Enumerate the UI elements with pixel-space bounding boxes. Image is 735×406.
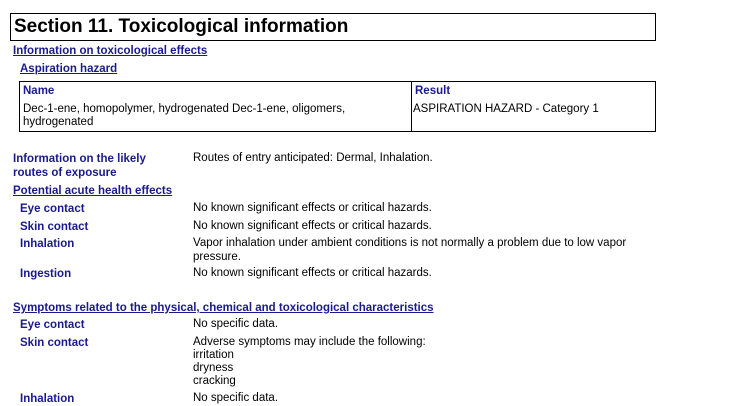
acute-eye-value: No known significant effects or critical hazards.: [193, 202, 432, 214]
acute-heading: Potential acute health effects: [13, 185, 173, 197]
acute-inhalation-value: Vapor inhalation under ambient conditions is not normally a problem due to low vapor pressure.: [193, 237, 627, 263]
aspiration-table: [19, 81, 656, 132]
symptoms-inhalation-label: Inhalation: [20, 393, 75, 405]
routes-label: Information on the likely routes of exposure: [13, 153, 146, 179]
symptom-item: dryness: [193, 362, 234, 374]
symptoms-skin-value: Adverse symptoms may include the following:: [193, 336, 426, 348]
acute-skin-label: Skin contact: [20, 221, 89, 233]
acute-eye-label: Eye contact: [20, 203, 85, 215]
row-name-cell: Dec-1-ene, homopolymer, hydrogenated Dec-1-ene, oligomers, hydrogenated: [23, 103, 346, 128]
acute-skin-value: No known significant effects or critical hazards.: [193, 220, 432, 232]
acute-inhalation-label: Inhalation: [20, 238, 75, 250]
symptoms-skin-label: Skin contact: [20, 337, 89, 349]
col-result-header: Result: [415, 85, 451, 97]
section-title: Section 11. Toxicological information: [10, 13, 656, 41]
row-result-cell: ASPIRATION HAZARD - Category 1: [413, 103, 599, 115]
acute-ingestion-value: No known significant effects or critical hazards.: [193, 267, 432, 279]
aspiration-heading: Aspiration hazard: [20, 63, 118, 75]
table-divider: [411, 82, 412, 131]
info-heading: Information on toxicological effects: [13, 45, 208, 57]
symptom-item: cracking: [193, 375, 236, 387]
symptoms-eye-value: No specific data.: [193, 318, 279, 330]
acute-ingestion-label: Ingestion: [20, 268, 72, 280]
symptom-item: irritation: [193, 349, 234, 361]
symptoms-eye-label: Eye contact: [20, 319, 85, 331]
symptoms-heading: Symptoms related to the physical, chemical and toxicological characteristics: [13, 302, 434, 314]
symptoms-inhalation-value: No specific data.: [193, 392, 279, 404]
routes-value: Routes of entry anticipated: Dermal, Inhalation.: [193, 152, 433, 164]
col-name-header: Name: [23, 85, 55, 97]
